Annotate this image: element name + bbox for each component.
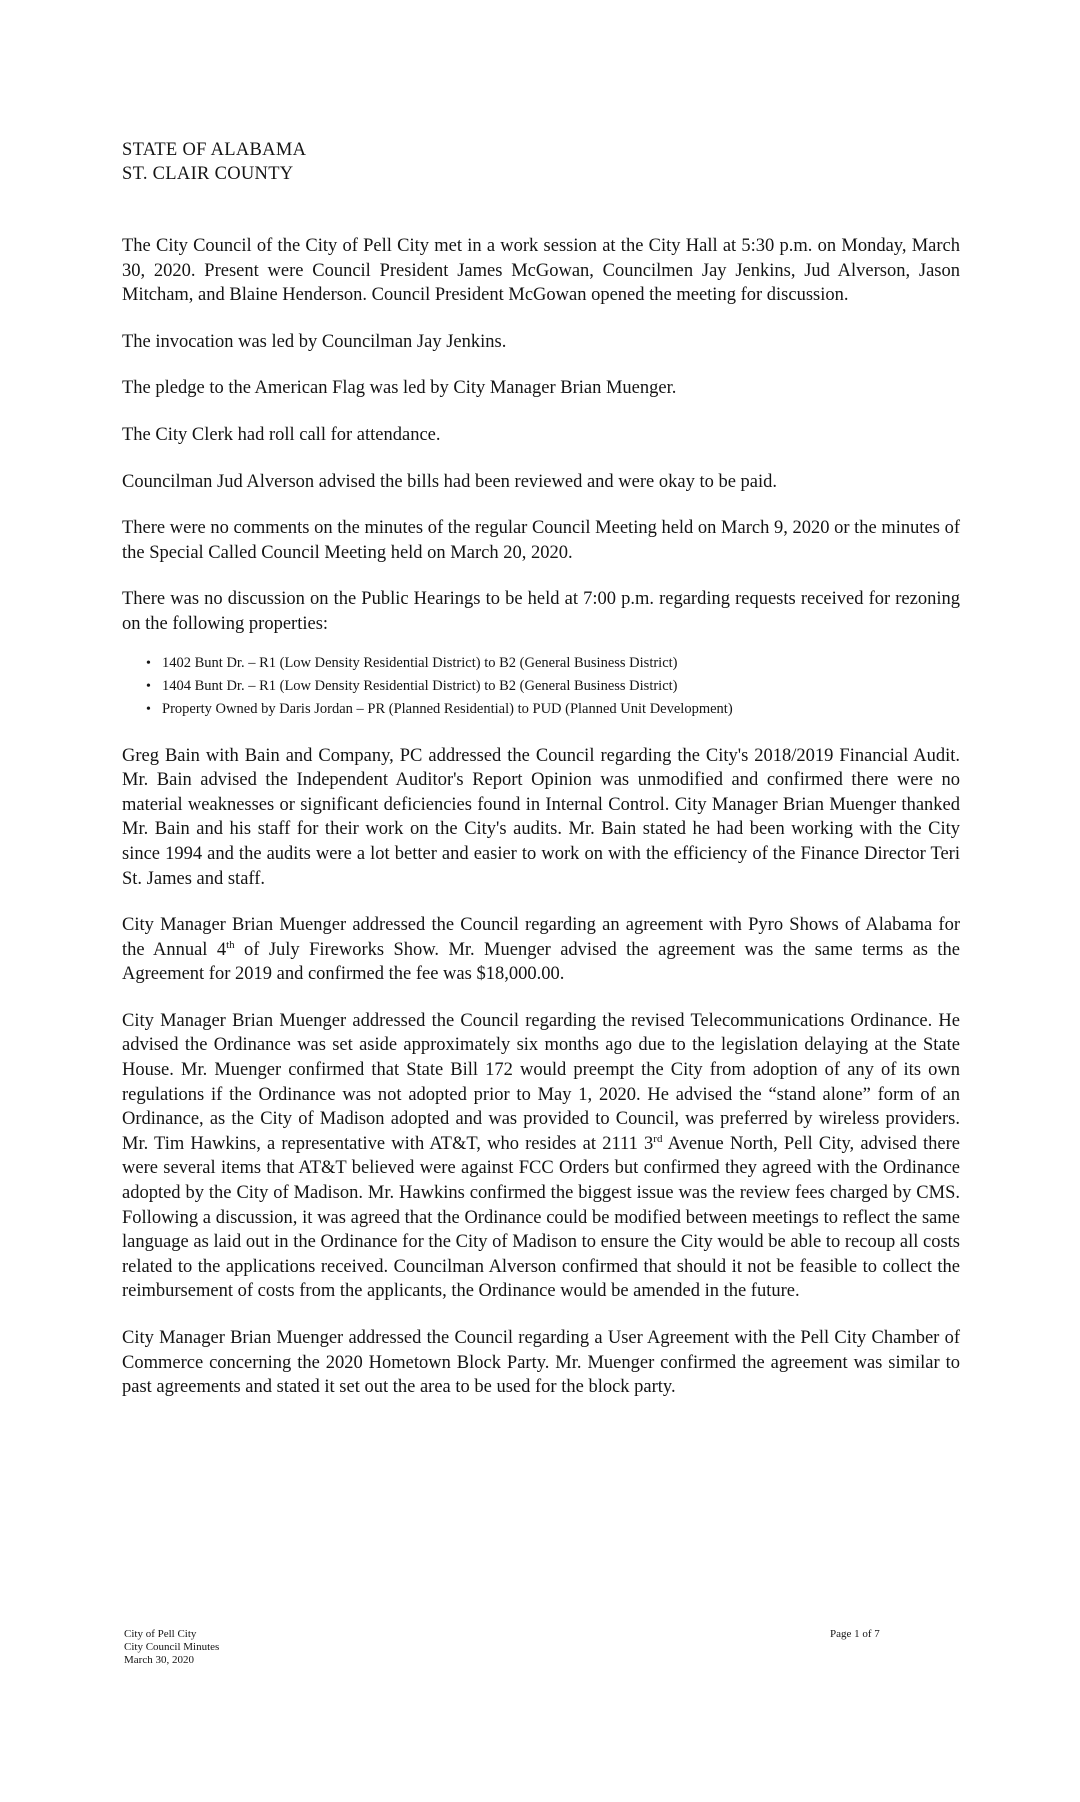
county-heading: ST. CLAIR COUNTY [122, 164, 294, 184]
bills-paragraph: Councilman Jud Alverson advised the bills had been reviewed and were okay to be paid. [122, 471, 778, 492]
ordinal-suffix: rd [653, 1132, 663, 1145]
fireworks-text-end: of July Fireworks Show. Mr. Muenger advised the agreement was the same terms as the Agreement for 2019 and confirmed the fee was $18,000.00. [122, 939, 960, 985]
block-party-paragraph: City Manager Brian Muenger addressed the Council regarding a User Agreement with the Pell City Chamber of Commerce concerning the 2020 Hometown Block Party. Mr. Muenger confirmed the agreement was similar to past agreements and stated it set out the area to be used for the block party. [122, 1328, 960, 1398]
rezoning-property-list [122, 652, 960, 721]
invocation-paragraph: The invocation was led by Councilman Jay Jenkins. [122, 331, 507, 352]
document-footer [124, 1628, 219, 1667]
telecom-ordinance-paragraph [122, 1009, 960, 1304]
minutes-body [122, 234, 960, 1422]
footer-city: City of Pell City [124, 1628, 197, 1640]
pledge-paragraph: The pledge to the American Flag was led by City Manager Brian Muenger. [122, 378, 677, 399]
footer-title: City Council Minutes [124, 1641, 220, 1653]
fireworks-text-start: City Manager Brian Muenger addressed the Council regarding an agreement with Pyro Shows of Alabama for the Annual 4 [122, 915, 960, 960]
telecom-text-end: Avenue North, Pell City, advised there were several items that AT&T believed were against FCC Orders but confirmed they agreed with the Ordinance adopted by the City of Madison. Mr. Hawkins confirmed the biggest issue was the review fees charged by CMS. Following a discussion, it was agreed that the Ordinance could be modified between meetings to reflect the same language as laid out in the Ordinance for the City of Madison to ensure the City would be able to recoup all costs related to the applications received. Councilman Alverson confirmed that should it not be feasible to collect the reimbursement of costs from the applicants, the Ordinance would be amended in the future. [122, 1133, 961, 1302]
audit-paragraph: Greg Bain with Bain and Company, PC addressed the Council regarding the City's 2018/2019 Financial Audit. Mr. Bain advised the Independent Auditor's Report Opinion was unmodified and confirmed there were no material weaknesses or significant deficiencies found in Internal Control. City Manager Brian Muenger thanked Mr. Bain and his staff for their work on the City's audits. Mr. Bain stated he had been working with the City since 1994 and the audits were a lot better and easier to work on with the efficiency of the Finance Director Teri St. James and staff. [122, 745, 960, 889]
list-item: • 1404 Bunt Dr. – R1 (Low Density Residential District) to B2 (General Business District) [148, 675, 960, 698]
opening-paragraph: The City Council of the City of Pell City met in a work session at the City Hall at 5:30 p.m. on Monday, March 30, 2020. Present were Council President James McGowan, Councilmen Jay Jenkins, Jud Alverson, Jason Mitcham, and Blaine Henderson. Council President McGowan opened the meeting for discussion. [122, 236, 960, 306]
telecom-text-start: City Manager Brian Muenger addressed the Council regarding the revised Telecommunications Ordinance. He advised the Ordinance was set aside approximately six months ago due to the legislation delaying at the State House. Mr. Muenger confirmed that State Bill 172 would preempt the City from adoption of any of its own regulations if the Ordinance was not adopted prior to May 1, 2020. He advised the “stand alone” form of an Ordinance, as the City of Madison adopted and was provided to Council, was preferred by wireless providers. Mr. Tim Hawkins, a representative with AT&T, who resides at 2111 3 [122, 1010, 960, 1154]
ordinal-suffix: th [226, 938, 235, 951]
page-number: Page 1 of 7 [830, 1628, 880, 1640]
state-heading: STATE OF ALABAMA [122, 140, 307, 160]
list-item: • 1402 Bunt Dr. – R1 (Low Density Residential District) to B2 (General Business District) [148, 652, 960, 675]
document-heading [122, 138, 306, 186]
list-item: • Property Owned by Daris Jordan – PR (Planned Residential) to PUD (Planned Unit Development) [148, 698, 960, 721]
fireworks-paragraph [122, 913, 960, 987]
public-hearings-paragraph: There was no discussion on the Public Hearings to be held at 7:00 p.m. regarding requests received for rezoning on the following properties: [122, 589, 960, 634]
footer-date: March 30, 2020 [124, 1654, 194, 1666]
minutes-comments-paragraph: There were no comments on the minutes of the regular Council Meeting held on March 9, 2020 or the minutes of the Special Called Council Meeting held on March 20, 2020. [122, 518, 960, 563]
roll-call-paragraph: The City Clerk had roll call for attendance. [122, 424, 441, 445]
